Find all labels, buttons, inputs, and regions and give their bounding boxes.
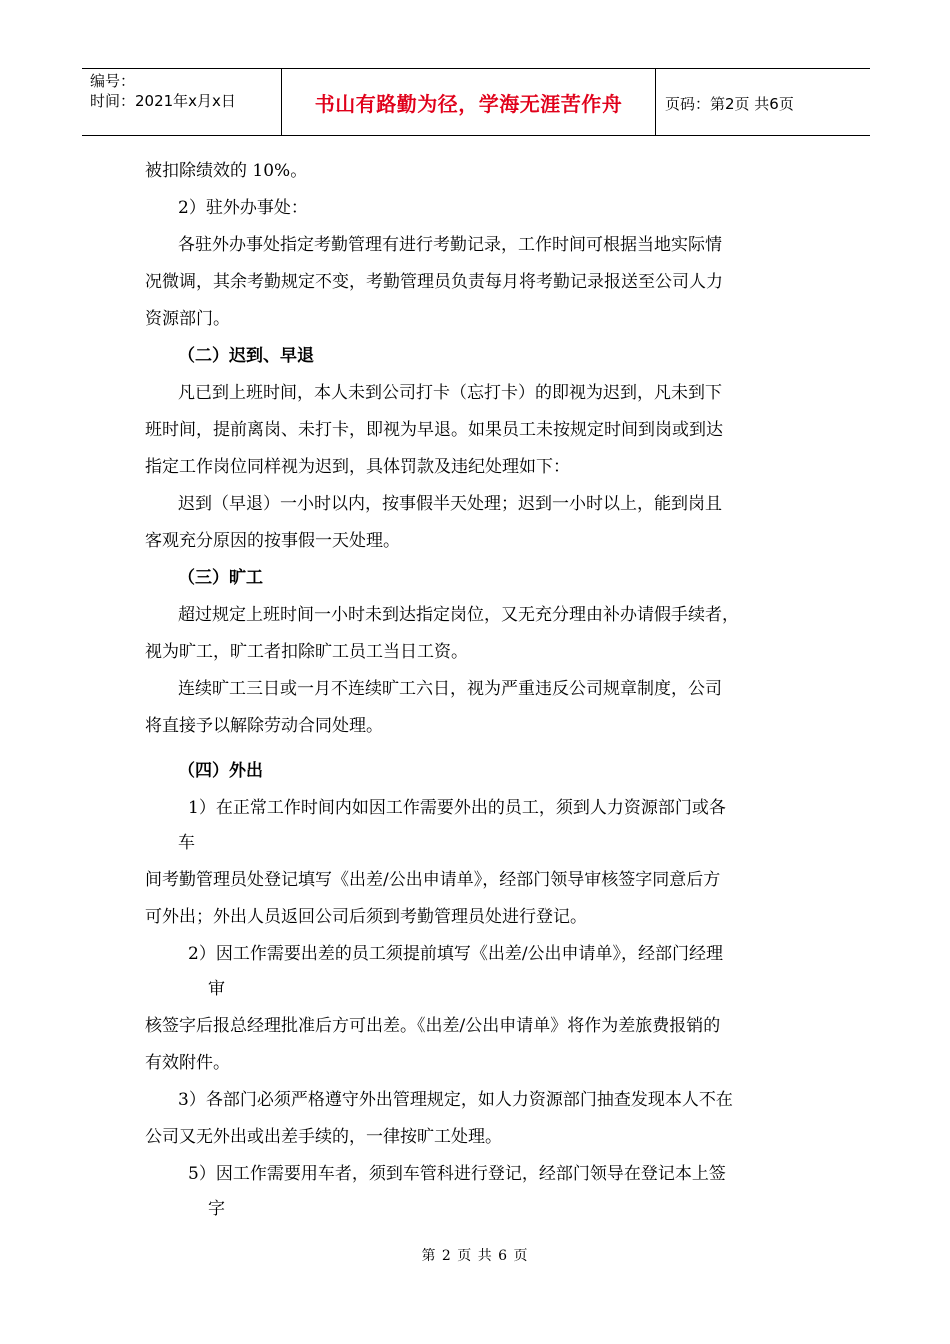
paragraph-line: 被扣除绩效的 10%。: [145, 161, 308, 181]
paragraph-line: 将直接予以解除劳动合同处理。: [145, 716, 383, 736]
paragraph-line: 客观充分原因的按事假一天处理。: [145, 531, 400, 551]
section-heading: （四）外出: [178, 761, 263, 781]
paragraph-line: 各驻外办事处指定考勤管理有进行考勤记录，工作时间可根据当地实际情: [178, 235, 722, 255]
paragraph-line: 核签字后报总经理批准后方可出差。《出差/公出申请单》将作为差旅费报销的: [145, 1016, 721, 1036]
paragraph-line: 连续旷工三日或一月不连续旷工六日，视为严重违反公司规章制度，公司: [178, 679, 722, 699]
paragraph-line: 公司又无外出或出差手续的，一律按旷工处理。: [145, 1127, 502, 1147]
paragraph-line: 审: [208, 979, 225, 999]
paragraph-line: 指定工作岗位同样视为迟到，具体罚款及违纪处理如下：: [145, 457, 570, 477]
paragraph-line: 1）在正常工作时间内如因工作需要外出的员工，须到人力资源部门或各: [188, 798, 726, 818]
paragraph-line: 迟到（早退）一小时以内，按事假半天处理；迟到一小时以上，能到岗且: [178, 494, 722, 514]
paragraph-line: 字: [208, 1199, 225, 1219]
paragraph-line: 况微调，其余考勤规定不变，考勤管理员负责每月将考勤记录报送至公司人力: [145, 272, 723, 292]
section-heading: （二）迟到、早退: [178, 346, 314, 366]
paragraph-line: 2）因工作需要出差的员工须提前填写《出差/公出申请单》，经部门经理: [188, 944, 724, 964]
page-header: [82, 68, 870, 136]
paragraph-line: 视为旷工，旷工者扣除旷工员工当日工资。: [145, 642, 468, 662]
paragraph-line: 超过规定上班时间一小时未到达指定岗位，又无充分理由补办请假手续者，: [178, 605, 739, 625]
paragraph-line: 2）驻外办事处：: [178, 198, 308, 218]
header-page-number: 页码：第2页 共6页: [665, 95, 794, 113]
header-motto: 书山有路勤为径，学海无涯苦作舟: [314, 92, 623, 116]
header-meta: [90, 71, 280, 111]
page-footer: 第 2 页 共 6 页: [421, 1248, 529, 1264]
number-label: 编号：: [90, 72, 136, 90]
paragraph-line: 班时间，提前离岗、未打卡，即视为早退。如果员工未按规定时间到岗或到达: [145, 420, 723, 440]
section-heading: （三）旷工: [178, 568, 263, 588]
paragraph-line: 间考勤管理员处登记填写《出差/公出申请单》，经部门领导审核签字同意后方: [145, 870, 721, 890]
paragraph-line: 5）因工作需要用车者，须到车管科进行登记，经部门领导在登记本上签: [188, 1164, 726, 1184]
paragraph-line: 车: [178, 833, 195, 853]
date-label: 时间：2021年x月x日: [90, 92, 236, 110]
paragraph-line: 有效附件。: [145, 1053, 230, 1073]
paragraph-line: 3）各部门必须严格遵守外出管理规定，如人力资源部门抽查发现本人不在: [178, 1090, 733, 1110]
paragraph-line: 凡已到上班时间，本人未到公司打卡（忘打卡）的即视为迟到，凡未到下: [178, 383, 722, 403]
paragraph-line: 可外出；外出人员返回公司后须到考勤管理员处进行登记。: [145, 907, 587, 927]
paragraph-line: 资源部门。: [145, 309, 230, 329]
header-divider: [655, 69, 656, 135]
